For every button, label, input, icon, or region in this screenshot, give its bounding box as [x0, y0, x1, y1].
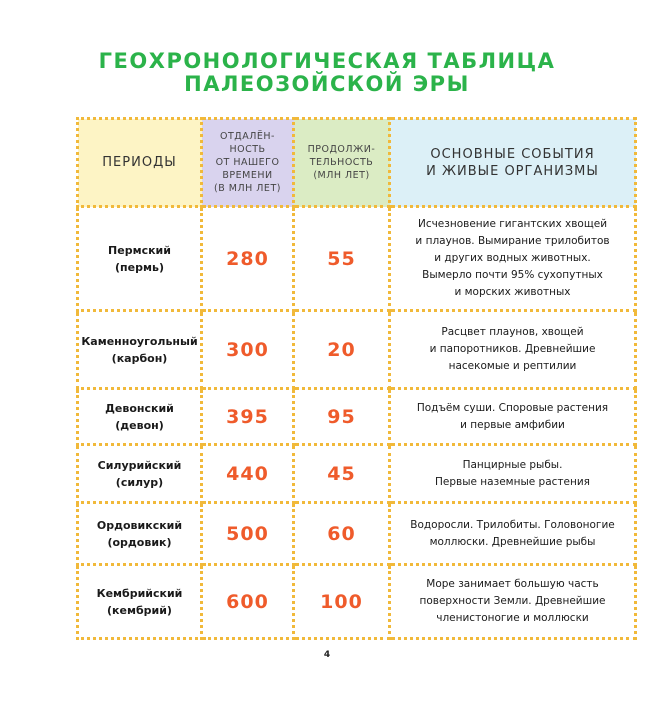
period-cell: [78, 311, 202, 389]
table-row: [78, 503, 636, 565]
header-duration-line: (МЛН ЛЕТ): [313, 170, 370, 181]
geochronological-table: [76, 117, 637, 640]
period-name: Кембрийский: [96, 586, 183, 600]
table-row: [78, 207, 636, 311]
distance-value: 440: [202, 445, 294, 503]
events-cell: [390, 311, 636, 389]
duration-value: 45: [294, 445, 390, 503]
events-line: Панцирные рыбы.: [462, 458, 563, 471]
duration-value: 60: [294, 503, 390, 565]
duration-value: 95: [294, 389, 390, 445]
table-row: [78, 389, 636, 445]
events-line: Расцвет плаунов, хвощей: [441, 326, 584, 338]
events-line: Водоросли. Трилобиты. Головоногие: [410, 518, 615, 531]
period-cell: [78, 565, 202, 639]
events-cell: [390, 565, 636, 639]
period-alias: (кембрий): [107, 603, 172, 617]
distance-value: 300: [202, 311, 294, 389]
events-cell: [390, 503, 636, 565]
header-distance-line: ОТДАЛЁН-: [220, 131, 275, 142]
period-name: Каменноугольный: [81, 334, 198, 348]
events-cell: [390, 389, 636, 445]
header-periods: ПЕРИОДЫ: [78, 119, 202, 207]
period-name: Ордовикский: [96, 518, 183, 532]
events-line: Море занимает большую часть: [426, 578, 599, 590]
events-line: членистоногие и моллюски: [436, 612, 589, 624]
events-line: моллюски. Древнейшие рыбы: [429, 535, 596, 548]
events-line: насекомые и рептилии: [448, 360, 577, 372]
events-line: и морских животных: [454, 286, 571, 298]
events-cell: [390, 207, 636, 311]
header-distance-line: ВРЕМЕНИ: [222, 170, 273, 181]
page-title: [0, 50, 654, 96]
period-alias: (силур): [115, 475, 164, 489]
events-line: поверхности Земли. Древнейшие: [419, 595, 606, 607]
events-line: Исчезновение гигантских хвощей: [417, 218, 608, 230]
duration-value: 55: [294, 207, 390, 311]
header-events-line: И ЖИВЫЕ ОРГАНИЗМЫ: [426, 163, 599, 179]
duration-value: 20: [294, 311, 390, 389]
period-name: Пермский: [108, 243, 171, 257]
header-distance-line: (В МЛН ЛЕТ): [214, 183, 281, 194]
period-alias: (девон): [115, 418, 164, 432]
events-line: и других водных животных.: [434, 252, 591, 264]
distance-value: 395: [202, 389, 294, 445]
header-duration-line: ТЕЛЬНОСТЬ: [309, 157, 374, 168]
header-distance: [202, 119, 294, 207]
events-line: Подъём суши. Споровые растения: [416, 401, 609, 414]
events-line: Первые наземные растения: [435, 475, 590, 488]
table-row: [78, 445, 636, 503]
period-cell: [78, 503, 202, 565]
distance-value: 500: [202, 503, 294, 565]
distance-value: 280: [202, 207, 294, 311]
header-events: [390, 119, 636, 207]
events-line: Вымерло почти 95% сухопутных: [422, 269, 603, 281]
events-cell: [390, 445, 636, 503]
duration-value: 100: [294, 565, 390, 639]
title-line-2: ПАЛЕОЗОЙСКОЙ ЭРЫ: [184, 72, 470, 96]
header-duration: [294, 119, 390, 207]
period-alias: (карбон): [111, 351, 168, 365]
events-line: и папоротников. Древнейшие: [429, 343, 596, 355]
header-events-line: ОСНОВНЫЕ СОБЫТИЯ: [430, 146, 595, 162]
period-name: Силурийский: [97, 458, 182, 472]
period-cell: [78, 207, 202, 311]
period-cell: [78, 389, 202, 445]
events-line: и плаунов. Вымирание трилобитов: [415, 235, 610, 247]
header-duration-line: ПРОДОЛЖИ-: [307, 144, 376, 155]
title-line-1: ГЕОХРОНОЛОГИЧЕСКАЯ ТАБЛИЦА: [98, 49, 556, 73]
period-alias: (ордовик): [107, 535, 172, 549]
table-row: [78, 311, 636, 389]
page-number: 4: [323, 650, 331, 660]
table-row: [78, 565, 636, 639]
header-distance-line: ОТ НАШЕГО: [215, 157, 280, 168]
table-header-row: [78, 119, 636, 207]
distance-value: 600: [202, 565, 294, 639]
period-cell: [78, 445, 202, 503]
period-name: Девонский: [105, 401, 174, 415]
events-line: и первые амфибии: [460, 418, 565, 431]
period-alias: (пермь): [115, 260, 164, 274]
header-distance-line: НОСТЬ: [229, 144, 266, 155]
